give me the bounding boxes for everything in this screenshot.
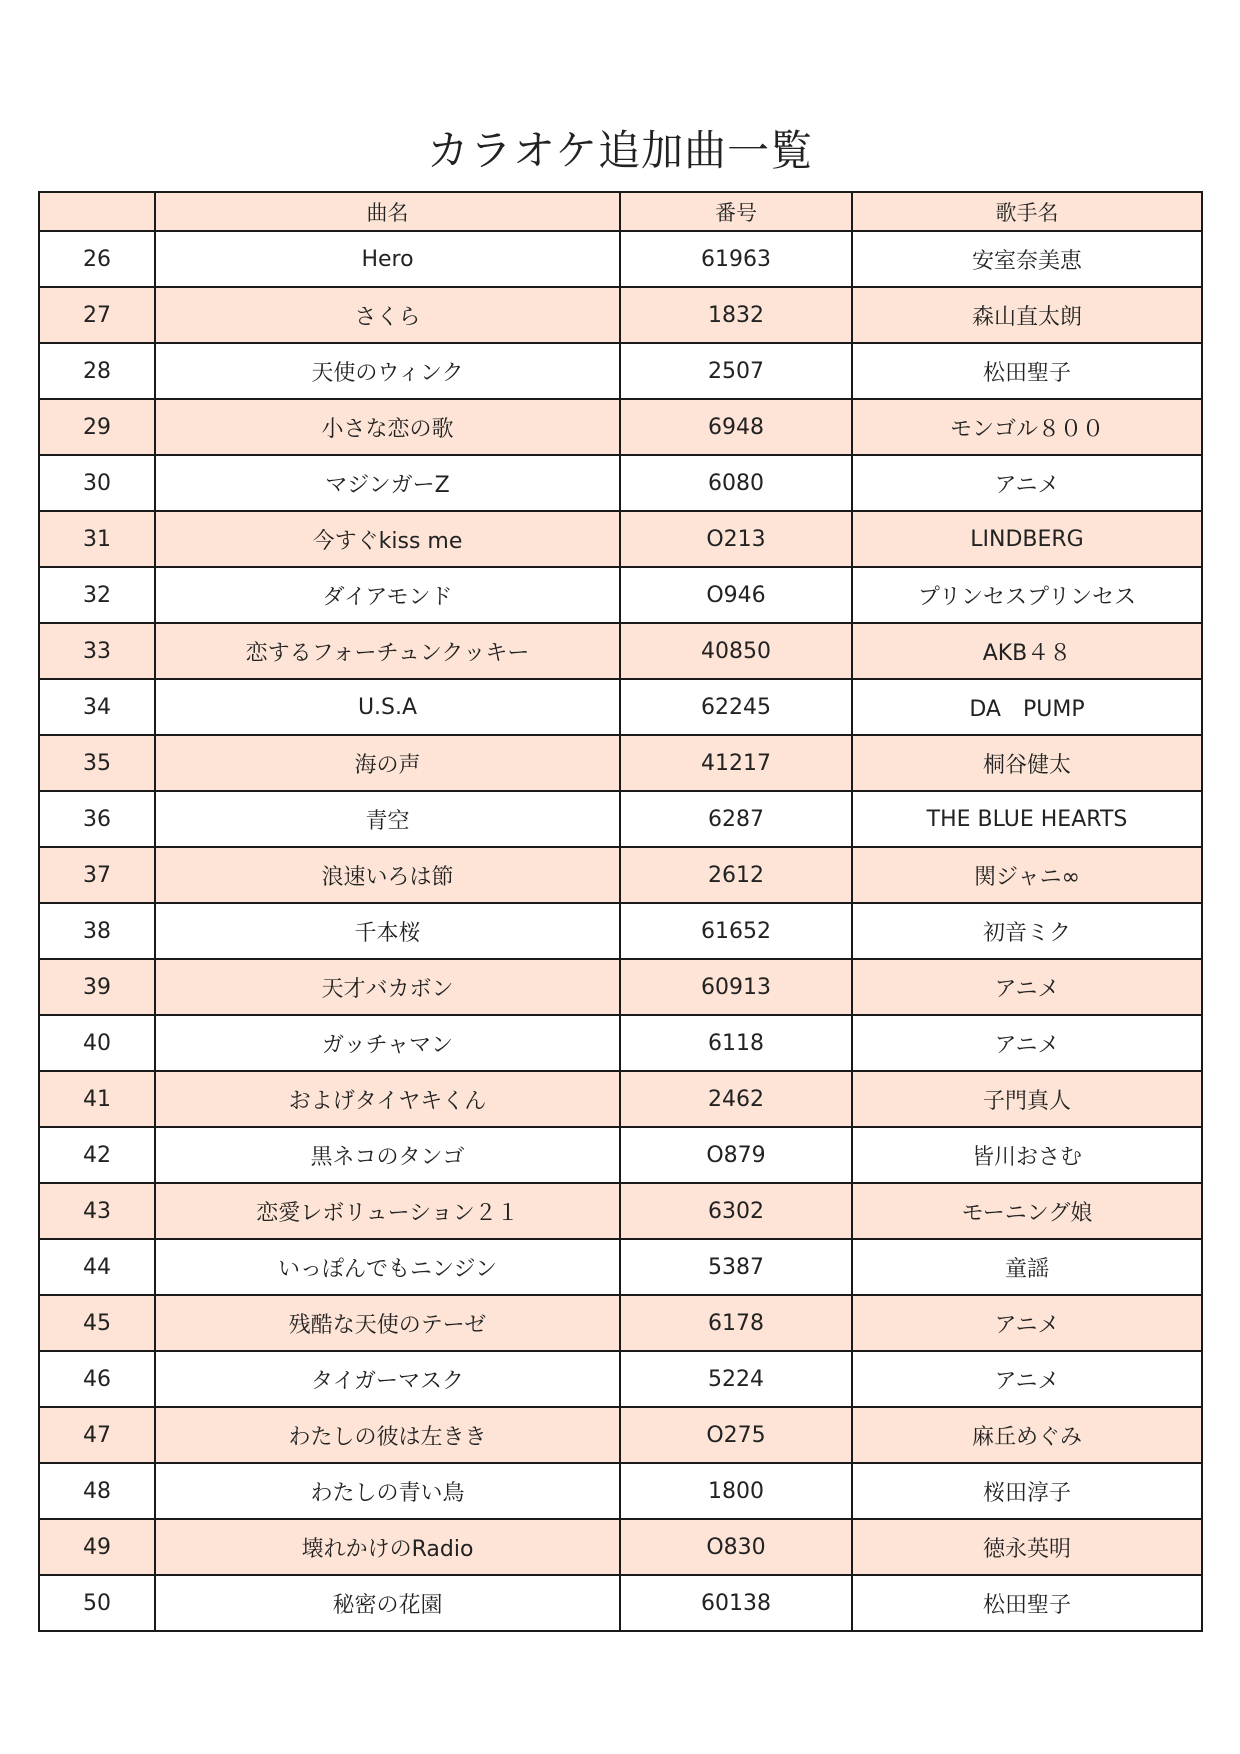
song-number: 40850	[620, 623, 852, 679]
row-index: 30	[39, 455, 155, 511]
song-number: 1832	[620, 287, 852, 343]
table-row	[39, 1015, 1202, 1071]
song-number: 2507	[620, 343, 852, 399]
row-index: 28	[39, 343, 155, 399]
row-index: 35	[39, 735, 155, 791]
table-row	[39, 847, 1202, 903]
table-row	[39, 343, 1202, 399]
artist-name: 松田聖子	[852, 1575, 1202, 1631]
song-number: 2462	[620, 1071, 852, 1127]
table-row	[39, 959, 1202, 1015]
artist-name: プリンセスプリンセス	[852, 567, 1202, 623]
table-row	[39, 511, 1202, 567]
table-row	[39, 1127, 1202, 1183]
song-title: 今すぐkiss me	[155, 511, 620, 567]
table-row	[39, 1463, 1202, 1519]
song-title: 青空	[155, 791, 620, 847]
row-index: 31	[39, 511, 155, 567]
artist-name: 森山直太朗	[852, 287, 1202, 343]
table-row	[39, 623, 1202, 679]
song-number: 6287	[620, 791, 852, 847]
song-title: 天才バカボン	[155, 959, 620, 1015]
row-index: 39	[39, 959, 155, 1015]
table-row	[39, 735, 1202, 791]
song-title: 恋するフォーチュンクッキー	[155, 623, 620, 679]
song-title: 残酷な天使のテーゼ	[155, 1295, 620, 1351]
table-row	[39, 455, 1202, 511]
artist-name: アニメ	[852, 1351, 1202, 1407]
artist-name: 関ジャニ∞	[852, 847, 1202, 903]
song-number: 5224	[620, 1351, 852, 1407]
song-title: 恋愛レボリューション２１	[155, 1183, 620, 1239]
row-index: 47	[39, 1407, 155, 1463]
song-number: O830	[620, 1519, 852, 1575]
row-index: 33	[39, 623, 155, 679]
table-row	[39, 567, 1202, 623]
row-index: 26	[39, 231, 155, 287]
artist-name: 徳永英明	[852, 1519, 1202, 1575]
table-row	[39, 1575, 1202, 1631]
song-rows	[39, 231, 1202, 1631]
artist-name: 童謡	[852, 1239, 1202, 1295]
table-row	[39, 1407, 1202, 1463]
row-index: 40	[39, 1015, 155, 1071]
row-index: 29	[39, 399, 155, 455]
table-row	[39, 287, 1202, 343]
artist-name: 麻丘めぐみ	[852, 1407, 1202, 1463]
song-title: 海の声	[155, 735, 620, 791]
table-row	[39, 1239, 1202, 1295]
header-index	[39, 192, 155, 231]
artist-name: 皆川おさむ	[852, 1127, 1202, 1183]
song-title: 浪速いろは節	[155, 847, 620, 903]
song-number: 6080	[620, 455, 852, 511]
artist-name: アニメ	[852, 455, 1202, 511]
row-index: 27	[39, 287, 155, 343]
song-number: O213	[620, 511, 852, 567]
song-title: Hero	[155, 231, 620, 287]
row-index: 32	[39, 567, 155, 623]
artist-name: アニメ	[852, 1015, 1202, 1071]
header-song-number: 番号	[620, 192, 852, 231]
song-title: マジンガーZ	[155, 455, 620, 511]
artist-name: 桐谷健太	[852, 735, 1202, 791]
artist-name: 初音ミク	[852, 903, 1202, 959]
song-title: U.S.A	[155, 679, 620, 735]
artist-name: 子門真人	[852, 1071, 1202, 1127]
song-number: O879	[620, 1127, 852, 1183]
row-index: 37	[39, 847, 155, 903]
song-title: わたしの青い鳥	[155, 1463, 620, 1519]
song-title: 黒ネコのタンゴ	[155, 1127, 620, 1183]
row-index: 43	[39, 1183, 155, 1239]
song-number: O275	[620, 1407, 852, 1463]
row-index: 50	[39, 1575, 155, 1631]
song-title: ダイアモンド	[155, 567, 620, 623]
table-row	[39, 679, 1202, 735]
song-number: 60913	[620, 959, 852, 1015]
song-number: 6302	[620, 1183, 852, 1239]
artist-name: LINDBERG	[852, 511, 1202, 567]
header-song-title: 曲名	[155, 192, 620, 231]
table-row	[39, 903, 1202, 959]
table-row	[39, 1351, 1202, 1407]
row-index: 45	[39, 1295, 155, 1351]
song-number: O946	[620, 567, 852, 623]
song-number: 61652	[620, 903, 852, 959]
artist-name: 桜田淳子	[852, 1463, 1202, 1519]
table-row	[39, 1183, 1202, 1239]
artist-name: THE BLUE HEARTS	[852, 791, 1202, 847]
table-row	[39, 791, 1202, 847]
song-title: 秘密の花園	[155, 1575, 620, 1631]
row-index: 48	[39, 1463, 155, 1519]
song-title: 壊れかけのRadio	[155, 1519, 620, 1575]
table-row	[39, 1519, 1202, 1575]
song-list-table	[38, 191, 1203, 1632]
song-number: 6948	[620, 399, 852, 455]
song-title: わたしの彼は左きき	[155, 1407, 620, 1463]
header-artist: 歌手名	[852, 192, 1202, 231]
artist-name: モーニング娘	[852, 1183, 1202, 1239]
row-index: 41	[39, 1071, 155, 1127]
song-number: 2612	[620, 847, 852, 903]
song-title: 小さな恋の歌	[155, 399, 620, 455]
row-index: 46	[39, 1351, 155, 1407]
song-number: 61963	[620, 231, 852, 287]
row-index: 44	[39, 1239, 155, 1295]
row-index: 38	[39, 903, 155, 959]
song-number: 5387	[620, 1239, 852, 1295]
row-index: 49	[39, 1519, 155, 1575]
song-title: いっぽんでもニンジン	[155, 1239, 620, 1295]
table-row	[39, 1295, 1202, 1351]
song-number: 62245	[620, 679, 852, 735]
song-title: タイガーマスク	[155, 1351, 620, 1407]
page-title: カラオケ追加曲一覧	[426, 126, 814, 175]
row-index: 34	[39, 679, 155, 735]
song-title: さくら	[155, 287, 620, 343]
song-number: 60138	[620, 1575, 852, 1631]
table-row	[39, 399, 1202, 455]
row-index: 42	[39, 1127, 155, 1183]
song-title: 千本桜	[155, 903, 620, 959]
song-number: 6178	[620, 1295, 852, 1351]
artist-name: モンゴル８００	[852, 399, 1202, 455]
artist-name: アニメ	[852, 1295, 1202, 1351]
row-index: 36	[39, 791, 155, 847]
table-header-row	[39, 192, 1202, 231]
song-number: 41217	[620, 735, 852, 791]
artist-name: DA PUMP	[852, 679, 1202, 735]
table-row	[39, 231, 1202, 287]
artist-name: 安室奈美恵	[852, 231, 1202, 287]
song-number: 1800	[620, 1463, 852, 1519]
song-title: およげタイヤキくん	[155, 1071, 620, 1127]
song-title: 天使のウィンク	[155, 343, 620, 399]
song-number: 6118	[620, 1015, 852, 1071]
artist-name: AKB４８	[852, 623, 1202, 679]
table-row	[39, 1071, 1202, 1127]
artist-name: アニメ	[852, 959, 1202, 1015]
song-title: ガッチャマン	[155, 1015, 620, 1071]
artist-name: 松田聖子	[852, 343, 1202, 399]
